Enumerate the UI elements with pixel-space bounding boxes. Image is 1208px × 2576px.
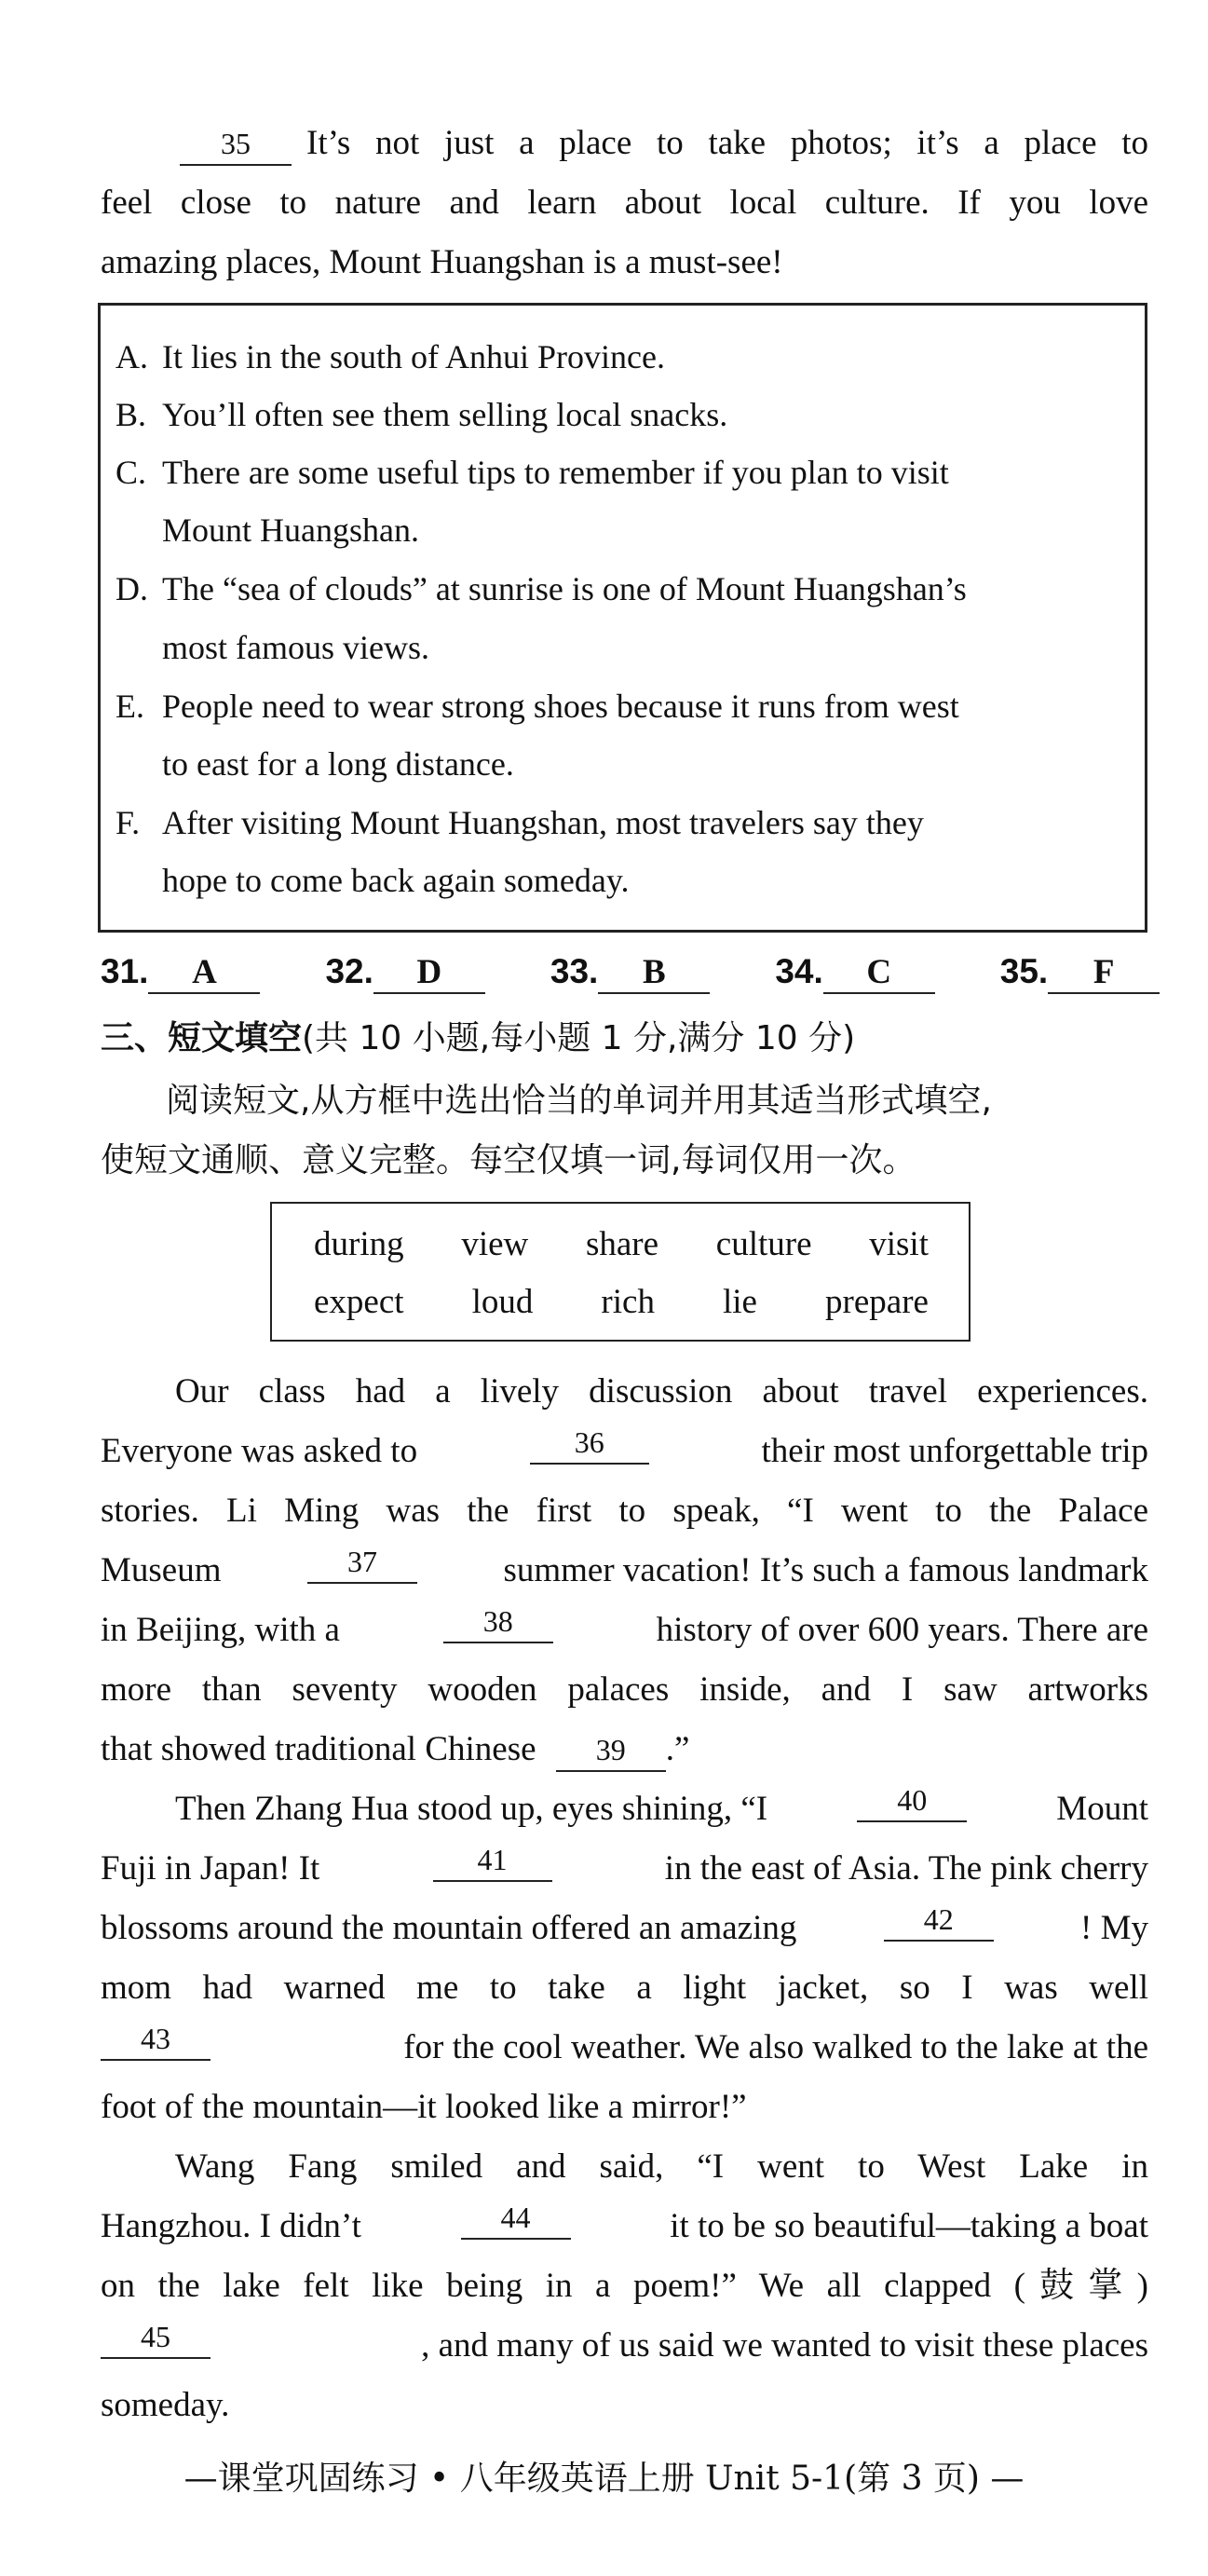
blank-36: 36 bbox=[530, 1422, 649, 1465]
blank-35: 35 bbox=[180, 123, 292, 166]
option-a: A. It lies in the south of Anhui Province. bbox=[115, 338, 665, 375]
blank-39: 39 bbox=[556, 1729, 666, 1772]
word: expect bbox=[314, 1283, 404, 1321]
instruction-line-2: 使短文通顺、意义完整。每空仅填一词,每词仅用一次。 bbox=[101, 1141, 916, 1179]
word: culture bbox=[715, 1225, 812, 1263]
word: during bbox=[314, 1225, 404, 1263]
word: rich bbox=[601, 1283, 655, 1321]
passage-paragraph-2: Then Zhang Hua stood up, eyes shining, “I 40 Mount Fuji in Japan! It 41 in the east of Asia. The pink cherry blossoms around the mountain offered an amazing 42 ! My mom had warned me to take a light jacket, so I was well 43 for the cool weather. We also walked to the lake at the foot of the mountain—it looked like a mirror!” bbox=[101, 1779, 1148, 2137]
word: loud bbox=[471, 1283, 534, 1321]
option-e-line-2: to east for a long distance. bbox=[162, 745, 514, 783]
blank-45: 45 bbox=[101, 2316, 210, 2359]
blank-37: 37 bbox=[307, 1541, 417, 1584]
word-box bbox=[270, 1202, 970, 1342]
blank-44: 44 bbox=[461, 2197, 571, 2240]
option-c-line-2: Mount Huangshan. bbox=[162, 511, 419, 549]
intro-line-2: feel close to nature and learn about local culture. If you love bbox=[101, 184, 1148, 222]
option-c: C. There are some useful tips to remember if you plan to visit bbox=[115, 454, 949, 491]
option-d: D. The “sea of clouds” at sunrise is one of Mount Huangshan’s bbox=[115, 570, 967, 607]
blank-40: 40 bbox=[857, 1779, 967, 1822]
answer-33: 33. B bbox=[550, 952, 710, 994]
section-title: 三、短文填空(共 10 小题,每小题 1 分,满分 10 分) bbox=[101, 1019, 856, 1057]
page-footer: —课堂巩固练习 • 八年级英语上册 Unit 5-1(第 3 页) — bbox=[183, 2460, 1025, 2498]
blank-42: 42 bbox=[884, 1899, 994, 1942]
answer-34: 34. C bbox=[775, 952, 934, 994]
word: lie bbox=[723, 1283, 757, 1321]
word: visit bbox=[869, 1225, 929, 1263]
intro-paragraph bbox=[101, 114, 1148, 293]
answer-35: 35. F bbox=[1000, 952, 1160, 994]
option-f-line-2: hope to come back again someday. bbox=[162, 862, 630, 899]
word: view bbox=[461, 1225, 529, 1263]
passage-paragraph-3: Wang Fang smiled and said, “I went to West Lake in Hangzhou. I didn’t 44 it to be so beautiful—taking a boat on the lake felt like being in a poem!” We all clapped (鼓掌) 45 , and many of us said we wanted to visit these places someday. bbox=[101, 2147, 1148, 2424]
option-e: E. People need to wear strong shoes because it runs from west bbox=[115, 688, 959, 725]
option-d-line-2: most famous views. bbox=[162, 629, 429, 666]
option-b: B. You’ll often see them selling local snacks. bbox=[115, 396, 728, 433]
passage-paragraph-1: Our class had a lively discussion about travel experiences. Everyone was asked to 36 their most unforgettable trip stories. Li Ming was the first to speak, “I went to the Palace Museum 37 summer vacation! It’s such a famous landmark in Beijing, with a 38 history of over 600 years. There are more than seventy wooden palaces inside, and I saw artworks that showed traditional Chinese 39 .” bbox=[101, 1362, 1148, 1779]
intro-line-3: amazing places, Mount Huangshan is a must-see! bbox=[101, 243, 783, 281]
word: share bbox=[585, 1225, 659, 1263]
answer-row bbox=[101, 952, 1160, 994]
word: prepare bbox=[825, 1283, 929, 1321]
option-f: F. After visiting Mount Huangshan, most travelers say they bbox=[115, 804, 924, 841]
word-row-2 bbox=[314, 1282, 929, 1322]
word-row-1 bbox=[314, 1224, 929, 1264]
blank-43: 43 bbox=[101, 2018, 210, 2061]
intro-line-1: It’s not just a place to take photos; it’s a place to bbox=[306, 124, 1148, 162]
instruction-line-1: 阅读短文,从方框中选出恰当的单词并用其适当形式填空, bbox=[166, 1082, 992, 1120]
blank-41: 41 bbox=[433, 1839, 552, 1882]
blank-38: 38 bbox=[443, 1601, 553, 1643]
answer-32: 32. D bbox=[325, 952, 484, 994]
answer-31: 31. A bbox=[101, 952, 260, 994]
